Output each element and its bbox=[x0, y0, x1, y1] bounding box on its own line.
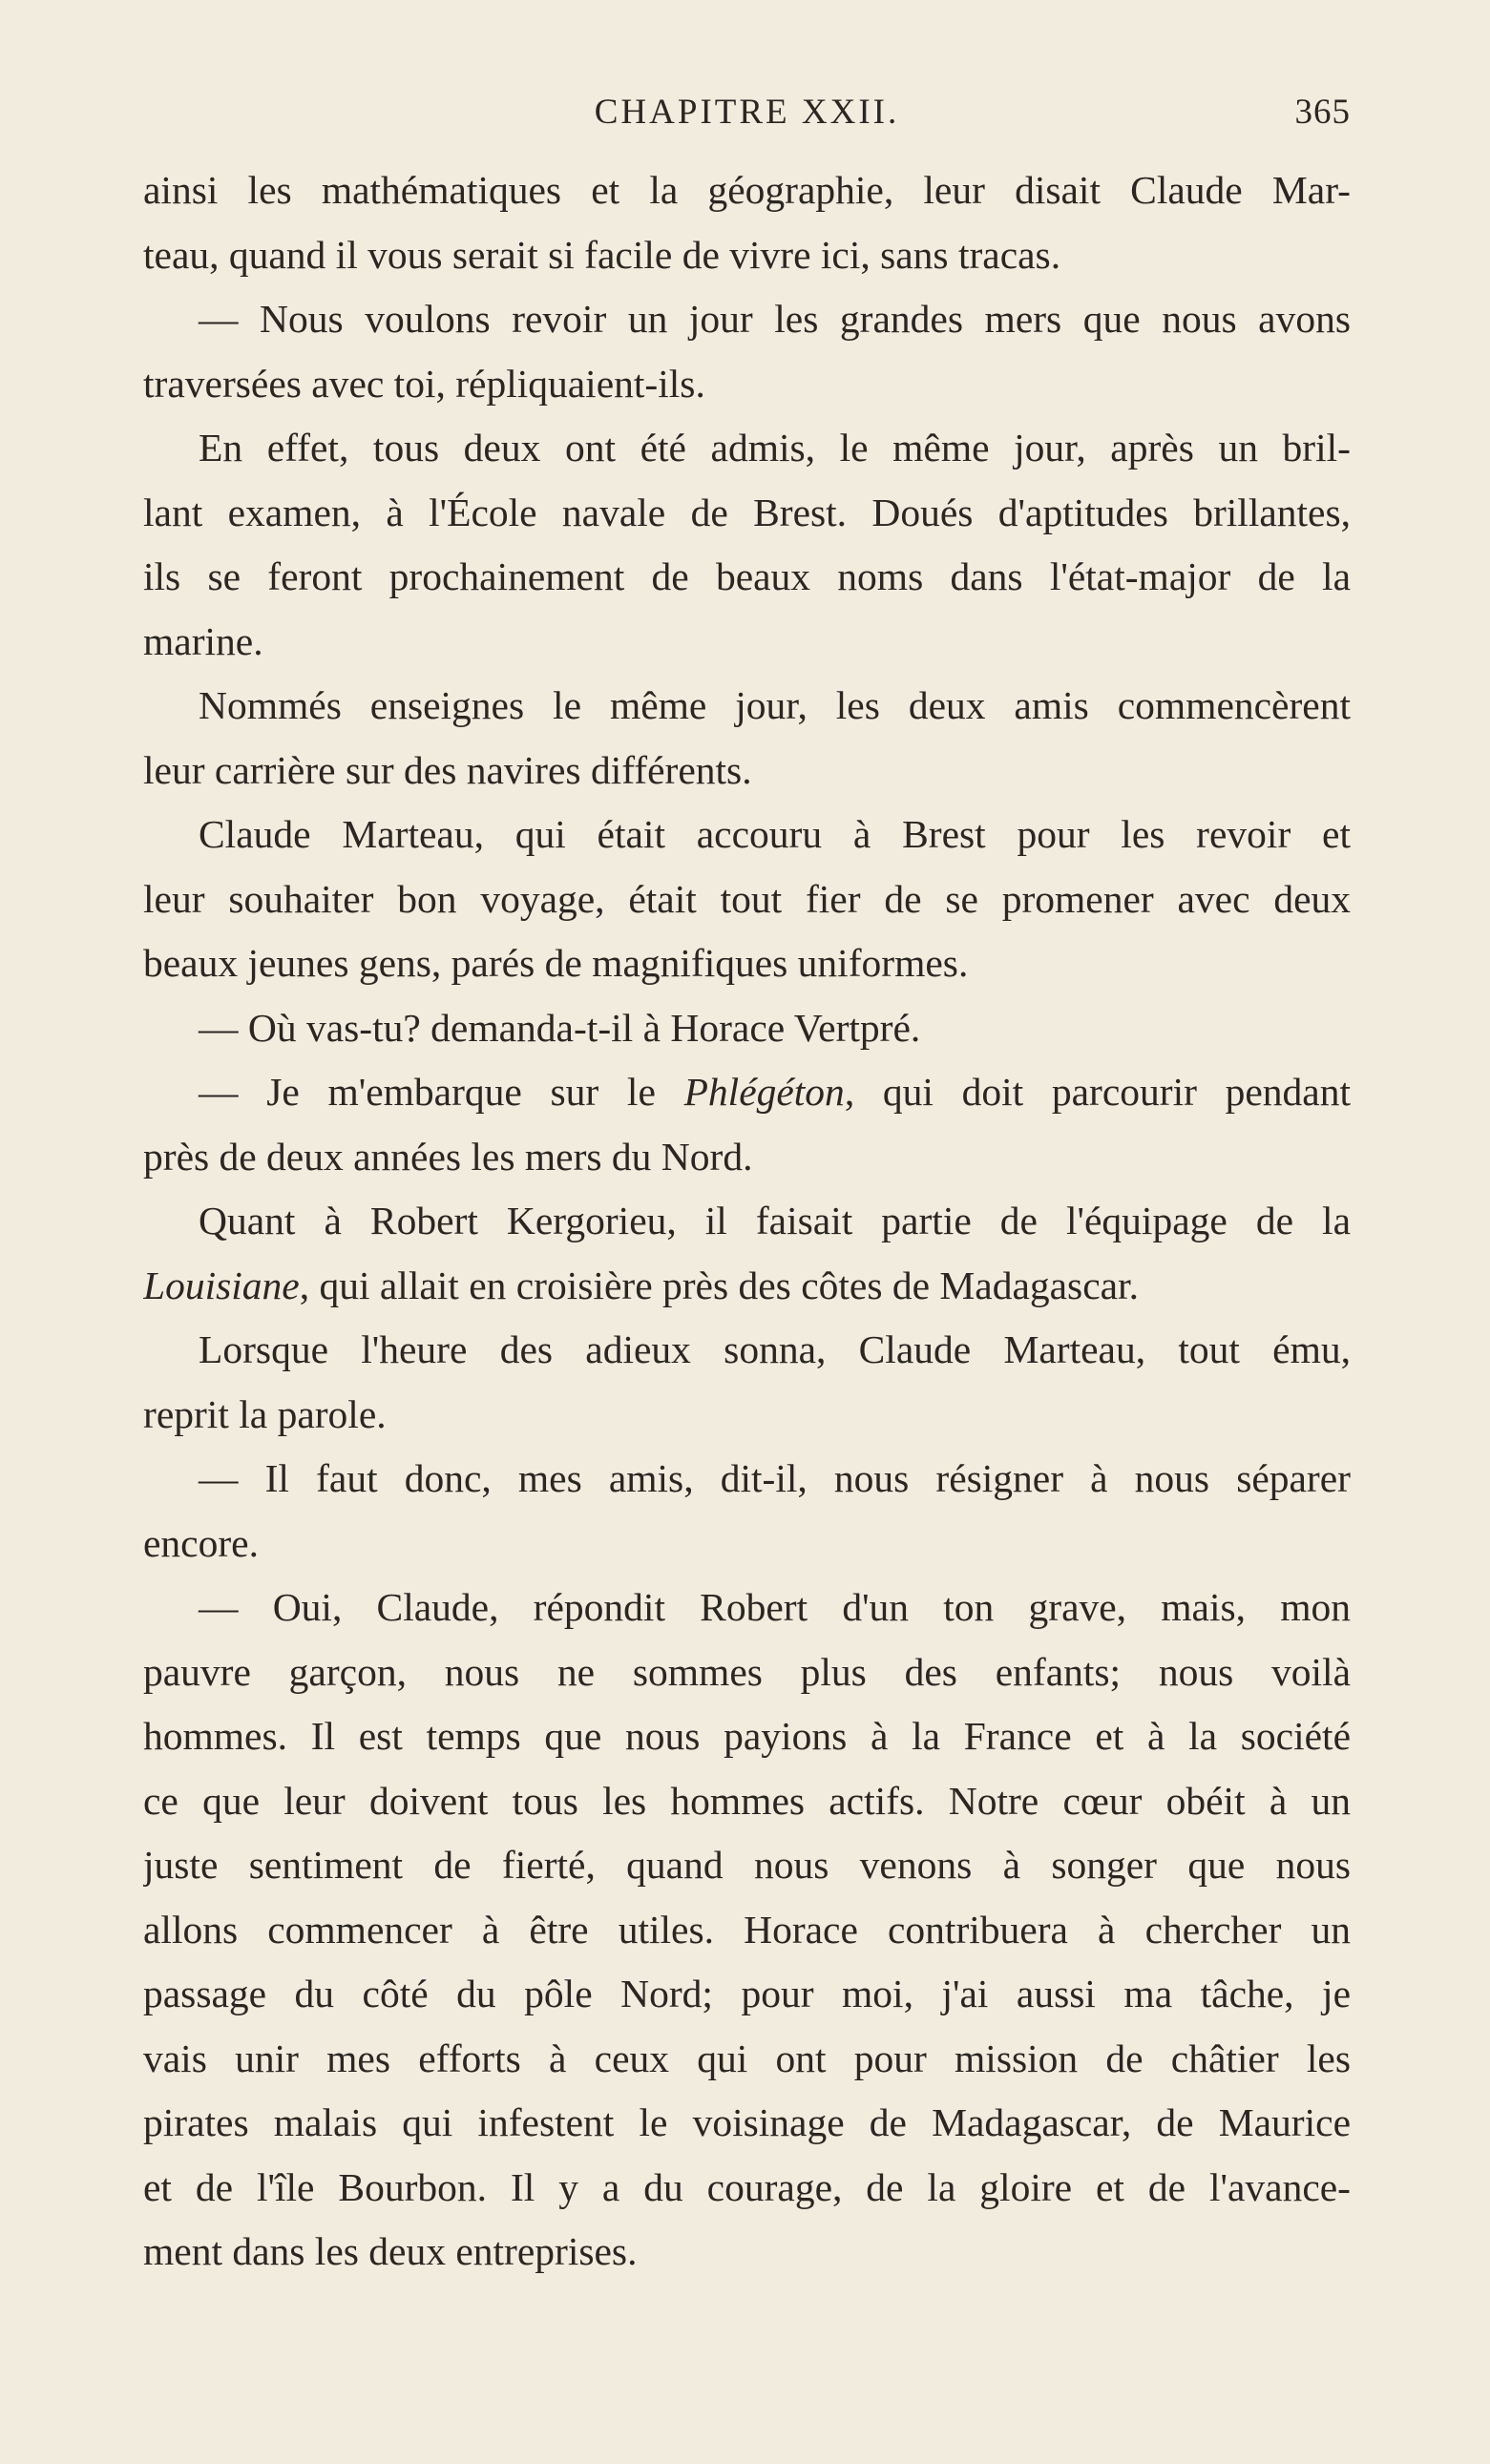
text-line: Claude Marteau, qui était accouru à Brest pour les revoir et bbox=[199, 812, 1351, 856]
text-line: — Où vas-tu? demanda-t-il à Horace Vertpré. bbox=[199, 1005, 921, 1050]
text-line: — Oui, Claude, répondit Robert d'un ton grave, mais, mon bbox=[199, 1585, 1351, 1629]
text-line: Quant à Robert Kergorieu, il faisait partie de l'équipage de la bbox=[199, 1199, 1351, 1242]
text-line: — Il faut donc, mes amis, dit-il, nous résigner à nous séparer bbox=[199, 1456, 1351, 1500]
text-line: pauvre garçon, nous ne sommes plus des enfants; nous voilà bbox=[143, 1649, 1351, 1694]
text-line: allons commencer à être utiles. Horace contribuera à chercher un bbox=[143, 1907, 1351, 1952]
text-line: leur carrière sur des navires différents. bbox=[143, 747, 752, 792]
text-line: juste sentiment de fierté, quand nous venons à songer que nous bbox=[143, 1843, 1351, 1887]
running-title: CHAPITRE XXII. bbox=[594, 93, 900, 132]
text-line: traversées avec toi, répliquaient-ils. bbox=[143, 361, 705, 406]
text-line: ce que leur doivent tous les hommes actifs. Notre cœur obéit à un bbox=[143, 1778, 1351, 1823]
text-line: hommes. Il est temps que nous payions à la France et à la société bbox=[143, 1714, 1351, 1758]
text-line: Nommés enseignes le même jour, les deux amis commencèrent bbox=[199, 683, 1351, 727]
page-header bbox=[143, 92, 1351, 149]
text-line: près de deux années les mers du Nord. bbox=[143, 1134, 753, 1179]
text-line: — Je m'embarque sur le Phlégéton, qui doit parcourir pendant bbox=[199, 1070, 1351, 1114]
text-line: ainsi les mathématiques et la géographie, leur disait Claude Mar- bbox=[143, 168, 1351, 212]
text-line: Louisiane, qui allait en croisière près des côtes de Madagascar. bbox=[143, 1263, 1139, 1307]
ship-name: Phlégéton bbox=[683, 1070, 845, 1114]
text-line: marine. bbox=[143, 618, 263, 663]
text-line: lant examen, à l'École navale de Brest. Doués d'aptitudes brillantes, bbox=[143, 490, 1351, 534]
text-line: passage du côté du pôle Nord; pour moi, j'ai aussi ma tâche, je bbox=[143, 1972, 1351, 2015]
text-line: et de l'île Bourbon. Il y a du courage, de la gloire et de l'avance- bbox=[143, 2164, 1351, 2209]
body-text bbox=[143, 158, 1351, 2285]
text-line: En effet, tous deux ont été admis, le même jour, après un bril- bbox=[199, 426, 1351, 470]
page-number: 365 bbox=[1294, 93, 1351, 132]
text-line: ment dans les deux entreprises. bbox=[143, 2229, 638, 2273]
text-line: pirates malais qui infestent le voisinage de Madagascar, de Maurice bbox=[143, 2100, 1351, 2144]
text-line: beaux jeunes gens, parés de magnifiques uniformes. bbox=[143, 941, 969, 985]
text-line: teau, quand il vous serait si facile de vivre ici, sans tracas. bbox=[143, 232, 1061, 277]
text-line: reprit la parole. bbox=[143, 1391, 387, 1436]
text-line: — Nous voulons revoir un jour les grandes mers que nous avons bbox=[199, 297, 1351, 341]
text-line: encore. bbox=[143, 1520, 259, 1565]
text-line: ils se feront prochainement de beaux noms dans l'état-major de la bbox=[143, 554, 1351, 598]
ship-name: Louisiane bbox=[143, 1263, 300, 1307]
text-line: Lorsque l'heure des adieux sonna, Claude Marteau, tout ému, bbox=[199, 1327, 1351, 1371]
text-line: vais unir mes efforts à ceux qui ont pour mission de châtier les bbox=[143, 2036, 1351, 2080]
text-line: leur souhaiter bon voyage, était tout fier de se promener avec deux bbox=[143, 876, 1351, 921]
